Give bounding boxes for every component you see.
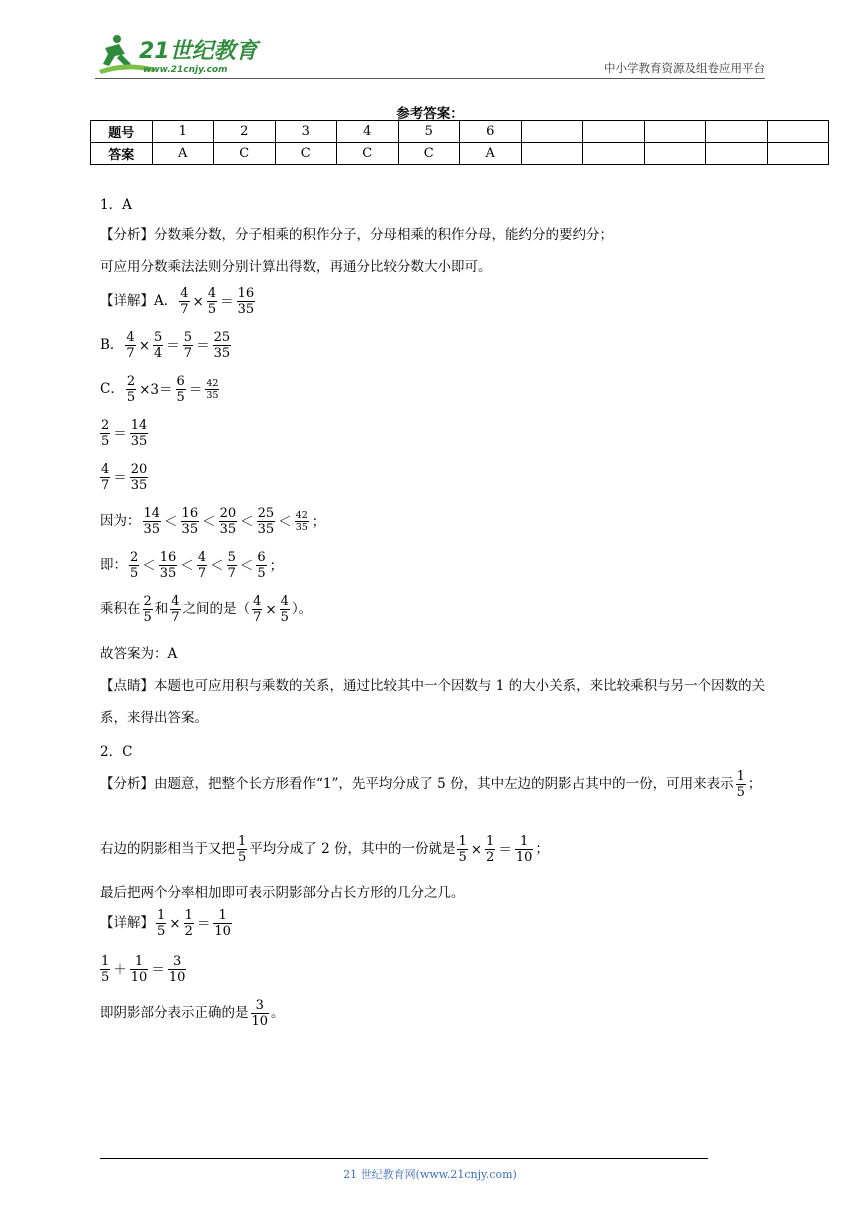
q1-analysis-2: 可应用分数乘法法则分别计算出得数，再通分比较分数大小即可。 [100,259,492,275]
solution-content [100,194,766,1042]
svg-text:www.21cnjy.com: www.21cnjy.com [143,65,228,75]
q1-between: 乘积在 $\frac{2}{5}$ 和 $\frac{4}{7}$ 之间的是（ $\frac{4}{7}$ × $\frac{4}{5}$ ）。 [100,594,313,625]
q1-ordering: 即： $\frac{2}{5}$ ＜ $\frac{16}{35}$ ＜ $\frac{4}{7}$ ＜ $\frac{5}{7}$ ＜ $\frac{6}{5}$ ； [100,550,284,581]
answer-cell: A [460,143,522,165]
fraction: $\frac{14}{35}$ [143,506,161,537]
fraction: $\frac{1}{5}$ [458,834,467,865]
equation-line: $\frac{4}{7}$ ＝ $\frac{20}{35}$ [101,462,148,493]
q2-analysis-2: 右边的阴影相当于又把 $\frac{1}{5}$ 平均分成了 2 份，其中的一份就是 $\frac{1}{5}$ × $\frac{1}{2}$ ＝ $\frac{1}{10}$ ； [100,834,549,865]
q2-conclusion [100,998,766,1042]
fraction: $\frac{4}{7}$ [197,550,207,581]
question-number: 3 [275,121,337,143]
question-number: 2 [214,121,276,143]
option-label: B． [100,337,124,353]
row-label: 答案 [91,143,153,165]
equation-line: $\frac{2}{5}$ ＝ $\frac{14}{35}$ [101,418,148,449]
q1-detail-b: B． $\frac{4}{7}$ × $\frac{5}{4}$ ＝ $\frac{5}{7}$ ＝ $\frac{25}{35}$ [100,330,231,361]
answer-cell: A [152,143,214,165]
answer-cell: C [275,143,337,165]
question-number: 4 [337,121,399,143]
fraction: $\frac{5}{7}$ [183,330,193,361]
fraction: $\frac{42}{35}$ [295,510,308,533]
question-number [521,121,583,143]
q1-comparison: 因为： $\frac{14}{35}$ ＜ $\frac{16}{35}$ ＜ $\frac{20}{35}$ ＜ $\frac{25}{35}$ ＜ $\frac{42}{35}$ ； [100,506,326,537]
detail-label: 【详解】 [100,915,154,931]
fraction: $\frac{5}{4}$ [154,330,163,361]
text-fragment: 即阴影部分表示正确的是 [100,1005,249,1021]
question-number [583,121,645,143]
q1-detail-a: 【详解】A． $\frac{4}{7}$ × $\frac{4}{5}$ ＝ $\frac{16}{35}$ [100,286,255,317]
q2-heading: 2．C [100,744,133,760]
text-fragment: ； [535,841,549,857]
fraction: $\frac{3}{10}$ [251,998,269,1029]
fraction: $\frac{16}{35}$ [237,286,255,317]
text-fragment: ）。 [291,601,313,617]
text-fragment: 右边的阴影相当于又把 [100,841,235,857]
q2-analysis-3: 最后把两个分率相加即可表示阴影部分占长方形的几分之几。 [100,885,465,901]
footer-divider [100,1158,708,1159]
fraction: $\frac{42}{35}$ [206,378,219,401]
q1-answer: 故答案为：A [100,646,178,662]
platform-name: 中小学教育资源及组卷应用平台 [604,61,765,75]
q2-analysis [100,768,766,834]
fraction: $\frac{1}{5}$ [736,769,745,800]
fraction: $\frac{6}{5}$ [257,550,266,581]
fraction: $\frac{1}{5}$ [101,954,110,985]
text-fragment: 乘积在 [100,601,141,617]
answer-cell: C [337,143,399,165]
answer-cell [521,143,583,165]
question-number [706,121,768,143]
header-divider [95,78,765,79]
fraction: $\frac{4}{7}$ [101,462,110,493]
fraction: $\frac{4}{5}$ [207,286,217,317]
fraction: $\frac{2}{5}$ [101,418,110,449]
fraction: $\frac{4}{7}$ [253,594,262,625]
fraction: $\frac{1}{5}$ [238,834,247,865]
text-fragment: 平均分成了 2 份，其中的一份就是 [249,841,456,857]
q1-detail-c: C． $\frac{2}{5}$ ×3＝ $\frac{6}{5}$ ＝ $\frac{42}{35}$ [100,374,219,405]
q1-heading: 1．A [100,197,132,213]
text-fragment: 之间的是（ [182,601,251,617]
fraction: $\frac{6}{5}$ [176,374,185,405]
fraction: $\frac{25}{35}$ [257,506,275,537]
q1-comment: 【点睛】本题也可应用积与乘数的关系，通过比较其中一个因数与 1 的大小关系，来比较乘积与另一个因数的关系，来得出答案。 [100,678,766,726]
equation-line: $\frac{1}{5}$ ＋ $\frac{1}{10}$ ＝ $\frac{3}{10}$ [101,954,186,985]
question-number [767,121,829,143]
fraction: $\frac{20}{35}$ [219,506,237,537]
answer-cell: C [398,143,460,165]
text-fragment: 【分析】由题意，把整个长方形看作“1”，先平均分成了 5 份，其中左边的阴影占其中的一份，可用来表示 [100,776,734,792]
fraction: $\frac{25}{35}$ [213,330,231,361]
text-fragment: ； [747,776,762,792]
fraction: $\frac{1}{2}$ [486,834,495,865]
fraction: $\frac{4}{7}$ [171,594,180,625]
fraction: $\frac{1}{10}$ [214,908,231,939]
fraction: $\frac{2}{5}$ [130,550,139,581]
footer-link[interactable]: 21 世纪教育网(www.21cnjy.com) [343,1168,517,1181]
fraction: $\frac{1}{2}$ [184,908,193,939]
because-label: 因为： [100,513,141,529]
answer-cell [767,143,829,165]
option-label: C． [100,381,124,397]
answer-cell [644,143,706,165]
fraction: $\frac{2}{5}$ [143,594,152,625]
answer-cell [583,143,645,165]
fraction: $\frac{14}{35}$ [130,418,148,449]
fraction: $\frac{1}{10}$ [130,954,148,985]
fraction: $\frac{3}{10}$ [168,954,186,985]
site-logo [95,30,265,78]
answer-title: 参考答案： [396,106,464,122]
question-number: 6 [460,121,522,143]
question-number: 5 [398,121,460,143]
answer-cell [706,143,768,165]
fraction: $\frac{20}{35}$ [130,462,148,493]
fraction: $\frac{4}{5}$ [280,594,289,625]
fraction: $\frac{16}{35}$ [181,506,199,537]
answer-table [90,120,829,165]
fraction: $\frac{5}{7}$ [227,550,236,581]
fraction: $\frac{2}{5}$ [126,374,136,405]
fraction: $\frac{4}{7}$ [126,330,135,361]
detail-label: 【详解】A． [100,293,178,309]
svg-text:21世纪教育: 21世纪教育 [139,39,258,64]
fraction: $\frac{16}{35}$ [159,550,177,581]
q1-analysis: 【分析】分数乘分数，分子相乘的积作分子，分母相乘的积作分母，能约分的要约分； [100,227,613,243]
question-number: 1 [152,121,214,143]
q2-detail: 【详解】 $\frac{1}{5}$ × $\frac{1}{2}$ ＝ $\frac{1}{10}$ [100,908,231,939]
fraction: $\frac{1}{10}$ [515,834,533,865]
text-fragment: 。 [271,1005,285,1021]
table-row [91,121,829,143]
table-row [91,143,829,165]
row-label: 题号 [91,121,153,143]
fraction: $\frac{4}{7}$ [180,286,189,317]
page-header [95,30,765,78]
fraction: $\frac{1}{5}$ [157,908,166,939]
ie-label: 即： [100,557,127,573]
text-fragment: 和 [154,601,169,617]
answer-cell: C [214,143,276,165]
question-number [644,121,706,143]
